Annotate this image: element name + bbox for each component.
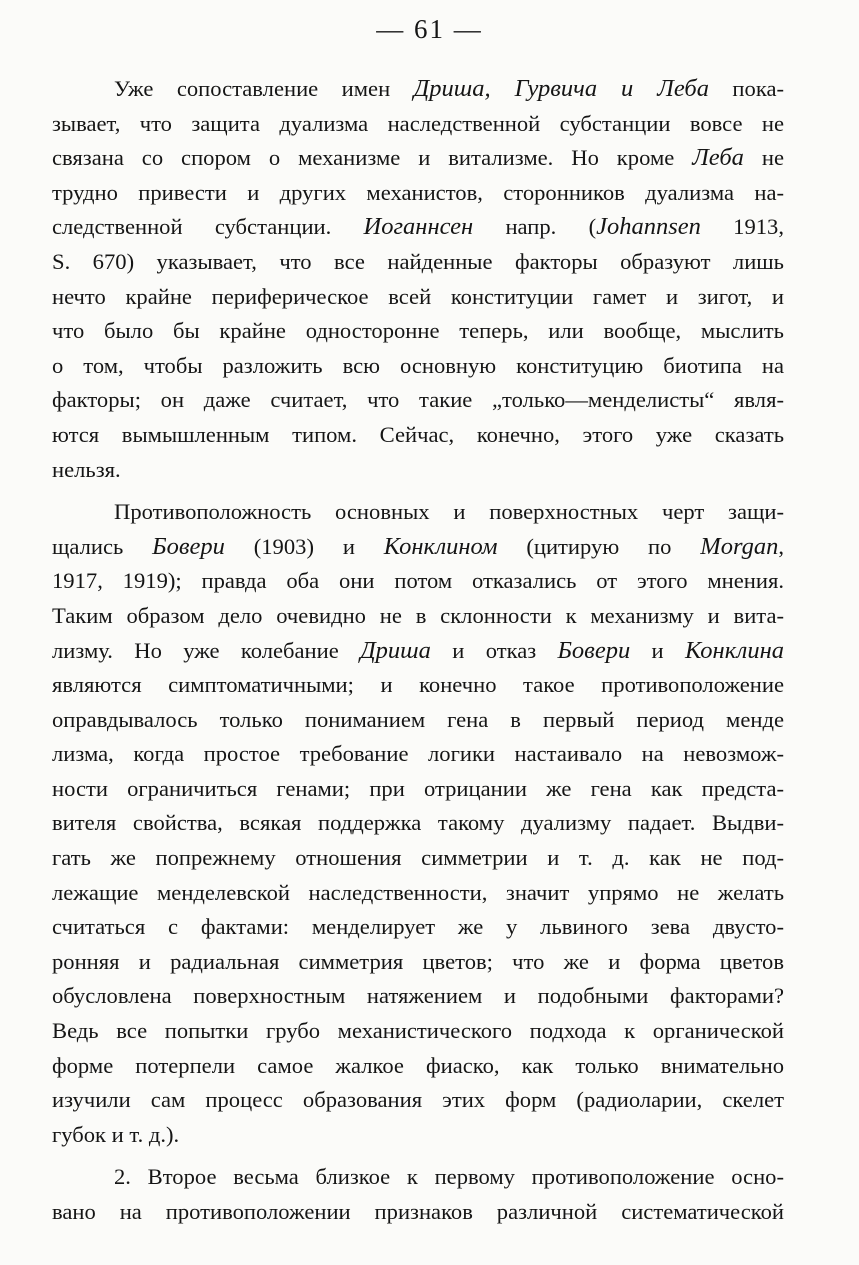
- text-run: что было бы крайне односторонне теперь, или вообще, мыслить: [52, 318, 784, 344]
- text-run: обусловлена поверхностным натяжением и подобными факторами?: [52, 983, 784, 1009]
- text-run: изучили сам процесс образования этих форм (радиоларии, скелет: [52, 1087, 784, 1113]
- text-run: 1913,: [700, 214, 785, 240]
- text-line: [52, 1049, 784, 1084]
- text-run: гать же попрежнему отношения симметрии и т. д. как не под-: [52, 845, 784, 871]
- text-line: [52, 245, 784, 280]
- text-run: нечто крайне периферическое всей конституции гамет и зигот, и: [52, 283, 784, 309]
- text-run: являются симптоматичными; и конечно такое противоположение: [52, 672, 784, 698]
- text-line: [52, 141, 784, 176]
- italic-name: Morgan: [700, 532, 779, 560]
- italic-name: Дриша, Гурвича и Леба: [413, 75, 709, 102]
- text-run: S. 670) указывает, что все найденные факторы образуют лишь: [52, 248, 784, 274]
- text-line: [52, 841, 784, 876]
- italic-name: Леба: [692, 144, 744, 172]
- text-line: [52, 107, 784, 142]
- text-line: [52, 453, 784, 488]
- text-line: [52, 1195, 784, 1230]
- italic-name: Иоганнсен: [363, 213, 474, 241]
- text-run: 1917, 1919); правда оба они потом отказались от этого мнения.: [52, 568, 784, 594]
- text-run: лежащие менделевской наследственности, значит упрямо не желать: [52, 879, 784, 905]
- text-run: вано на противоположении признаков различной систематической: [52, 1199, 784, 1224]
- text-line: [52, 176, 784, 211]
- text-line: [52, 910, 784, 945]
- text-run: (цитирую по: [497, 533, 701, 559]
- text-line: [52, 979, 784, 1014]
- text-run: ,: [778, 533, 784, 559]
- paragraph: [52, 495, 784, 1152]
- italic-name: Конклином: [383, 532, 498, 560]
- text-run: о том, чтобы разложить всю основную конституцию биотипа на: [52, 352, 784, 378]
- text-run: Уже сопоставление имен: [114, 76, 414, 101]
- text-line: [52, 668, 784, 703]
- text-run: пока-: [708, 76, 785, 101]
- text-line: [52, 1083, 784, 1118]
- text-run: трудно привести и других механистов, сторонников дуализма на-: [52, 179, 784, 205]
- text-run: лизма, когда простое требование логики настаивало на невозмож-: [52, 741, 784, 767]
- body-text: [52, 72, 784, 1230]
- text-line: [52, 703, 784, 738]
- text-run: вителя свойства, всякая поддержка такому дуализму падает. Выдви-: [52, 810, 784, 836]
- text-run: Таким образом дело очевидно не в склонности к механизму и вита-: [52, 602, 784, 628]
- text-line: [52, 383, 784, 418]
- text-line: [52, 314, 784, 349]
- italic-name: Johannsen: [596, 213, 701, 241]
- text-line: [52, 349, 784, 384]
- text-line: [52, 806, 784, 841]
- text-run: не: [743, 145, 784, 171]
- italic-name: Бовери: [152, 532, 225, 560]
- text-line: [52, 72, 784, 107]
- text-line: [52, 1160, 784, 1195]
- text-run: связана со спором о механизме и витализме. Но кроме: [52, 145, 693, 171]
- page-number: — 61 —: [376, 14, 483, 44]
- paragraph: [52, 1160, 784, 1229]
- text-line: [52, 418, 784, 453]
- text-line: [52, 530, 784, 565]
- text-run: ронняя и радиальная симметрия цветов; что же и форма цветов: [52, 948, 784, 974]
- text-line: [52, 634, 784, 669]
- text-run: считаться с фактами: менделирует же у львиного зева двусто-: [52, 914, 784, 940]
- text-line: [52, 280, 784, 315]
- text-run: Ведь все попытки грубо механистического подхода к органической: [52, 1018, 784, 1044]
- text-run: факторы; он даже считает, что такие „только—менделисты“ явля-: [52, 387, 784, 413]
- text-line: [52, 495, 784, 530]
- text-run: зывает, что защита дуализма наследственной субстанции вовсе не: [52, 110, 784, 136]
- text-run: и: [630, 637, 685, 663]
- text-line: [52, 1014, 784, 1049]
- text-line: [52, 599, 784, 634]
- text-run: 2. Второе весьма близкое к первому противоположение осно-: [114, 1164, 784, 1190]
- italic-name: Дриша: [360, 636, 431, 664]
- italic-name: Бовери: [557, 636, 631, 664]
- text-line: [52, 945, 784, 980]
- text-run: ются вымышленным типом. Сейчас, конечно, этого уже сказать: [52, 421, 784, 447]
- text-run: ности ограничиться генами; при отрицании же гена как предста-: [52, 775, 784, 801]
- text-run: следственной субстанции.: [52, 214, 364, 240]
- text-run: напр. (: [473, 214, 597, 240]
- text-run: форме потерпели самое жалкое фиаско, как только внимательно: [52, 1052, 784, 1078]
- text-line: [52, 564, 784, 599]
- text-run: (1903) и: [224, 533, 384, 559]
- text-run: щались: [52, 533, 153, 559]
- text-run: нельзя.: [52, 456, 121, 482]
- text-line: [52, 772, 784, 807]
- text-run: и отказ: [430, 637, 558, 663]
- text-run: Противоположность основных и поверхностных черт защи-: [114, 499, 784, 525]
- text-line: [52, 210, 784, 245]
- paragraph: [52, 72, 784, 487]
- text-line: [52, 1118, 784, 1153]
- text-run: лизму. Но уже колебание: [52, 637, 361, 663]
- text-run: губок и т. д.).: [52, 1121, 180, 1147]
- text-line: [52, 876, 784, 911]
- text-line: [52, 737, 784, 772]
- text-run: оправдывалось только пониманием гена в первый период менде: [52, 706, 784, 732]
- italic-name: Конклина: [684, 636, 784, 664]
